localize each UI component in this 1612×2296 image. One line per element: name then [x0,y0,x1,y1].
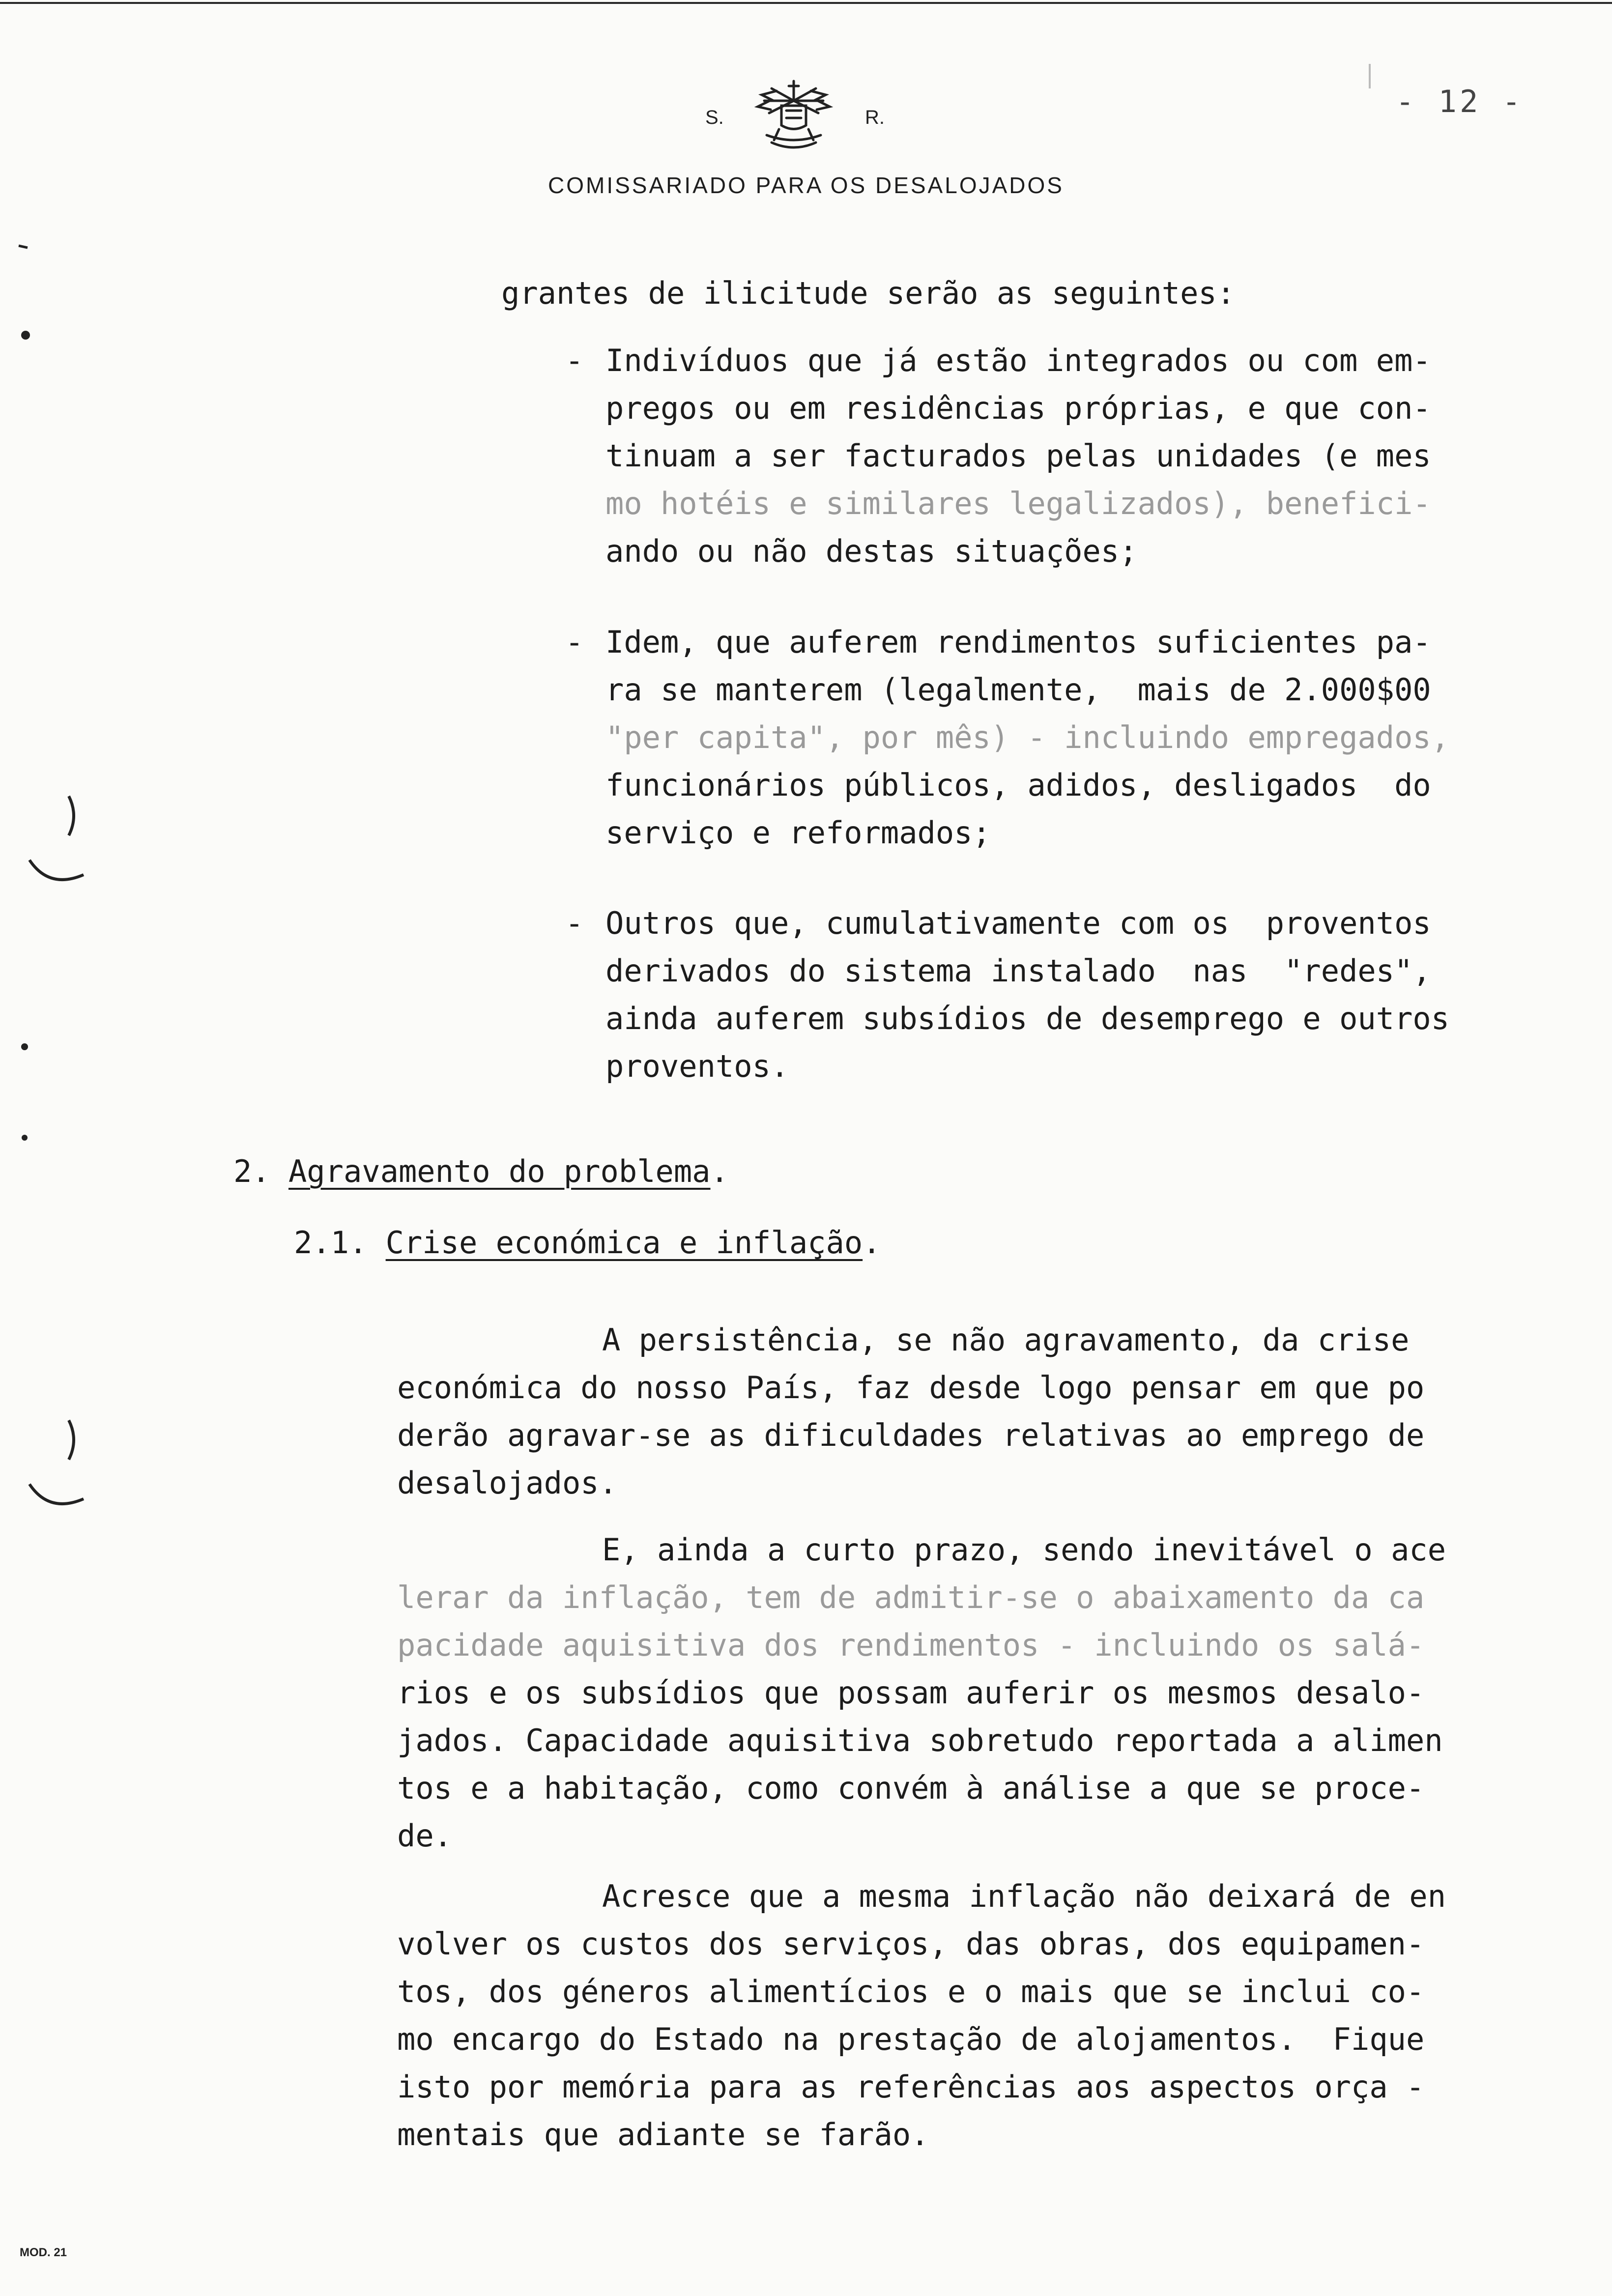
paragraph-1-line-4: desalojados. [397,1465,617,1501]
letterhead-right-initial: R. [865,107,885,128]
bullet-1-line-3: tinuam a ser facturados pelas unidades (e mes [605,438,1431,474]
bullet-dash: - [565,905,584,941]
form-code: MOD. 21 [20,2246,67,2259]
margin-punch-mark [20,1410,88,1523]
paragraph-2-line-7: de. [397,1818,452,1854]
paragraph-3-line-6: mentais que adiante se farão. [397,2117,929,2152]
page-number: - 12 - [1396,84,1524,119]
paragraph-3-line-3: tos, dos géneros alimentícios e o mais que se inclui co- [397,1974,1425,2009]
paragraph-2-line-3: pacidade aquisitiva dos rendimentos - incluindo os salá- [397,1627,1425,1663]
margin-dots [15,241,34,369]
section-number: 2. [233,1153,270,1189]
paragraph-2-line-2: lerar da inflação, tem de admitir-se o abaixamento da ca [397,1579,1425,1615]
letterhead-left-initial: S. [705,107,724,128]
page-top-border [0,2,1612,4]
subsection-title-end: . [863,1225,881,1261]
section-heading [233,1148,729,1195]
organization-name: COMISSARIADO PARA OS DESALOJADOS [548,172,1064,198]
paragraph-3-line-1: Acresce que a mesma inflação não deixará de en [602,1878,1446,1914]
paragraph-3-line-2: volver os custos dos serviços, das obras, dos equipamen- [397,1926,1425,1962]
bullet-3-line-1: Outros que, cumulativamente com os proventos [605,905,1431,941]
margin-tick-mark [1369,64,1371,88]
bullet-2-line-5: serviço e reformados; [605,815,991,851]
bullet-2-line-2: ra se manterem (legalmente, mais de 2.000$00 [605,672,1431,708]
paragraph-2-line-4: rios e os subsídios que possam auferir os mesmos desalo- [397,1675,1425,1711]
margin-dots [15,1037,34,1155]
bullet-2-line-4: funcionários públicos, adidos, desligados do [605,767,1431,803]
bullet-1-line-2: pregos ou em residências próprias, e que con- [605,390,1431,426]
bullet-3-line-2: derivados do sistema instalado nas "redes", [605,953,1431,989]
letterhead [686,71,892,160]
paragraph-2-line-1: E, ainda a curto prazo, sendo inevitável o ace [602,1532,1446,1568]
margin-punch-mark [20,786,88,899]
paragraph-1-line-1: A persistência, se não agravamento, da crise [602,1322,1410,1358]
section-title-end: . [710,1153,729,1189]
bullet-dash: - [565,343,584,378]
subsection-title: Crise económica e inflação [385,1225,863,1261]
paragraph-3-line-4: mo encargo do Estado na prestação de alojamentos. Fique [397,2021,1425,2057]
bullet-2-line-1: Idem, que auferem rendimentos suficientes pa- [605,624,1431,660]
paragraph-1-line-2: económica do nosso País, faz desde logo pensar em que po [397,1370,1425,1406]
subsection-number: 2.1. [294,1225,368,1261]
bullet-1-line-1: Indivíduos que já estão integrados ou com em- [605,343,1431,378]
bullet-2-line-3: "per capita", por mês) - incluindo empregados, [605,719,1450,755]
bullet-3-line-3: ainda auferem subsídios de desemprego e outros [605,1001,1450,1036]
bullet-1-line-4: mo hotéis e similares legalizados), benefici- [605,486,1431,521]
paragraph-2-line-5: jados. Capacidade aquisitiva sobretudo reportada a alimen [397,1722,1443,1758]
paragraph-3-line-5: isto por memória para as referências aos aspectos orça - [397,2069,1425,2105]
coat-of-arms-emblem [742,71,845,157]
subsection-heading [294,1219,881,1266]
paragraph-2-line-6: tos e a habitação, como convém à análise a que se proce- [397,1770,1425,1806]
section-title: Agravamento do problema [288,1153,711,1189]
bullet-3-line-4: proventos. [605,1048,789,1084]
intro-line: grantes de ilicitude serão as seguintes: [501,275,1236,311]
bullet-dash: - [565,624,584,660]
paragraph-1-line-3: derão agravar-se as dificuldades relativas ao emprego de [397,1417,1425,1453]
bullet-1-line-5: ando ou não destas situações; [605,533,1138,569]
